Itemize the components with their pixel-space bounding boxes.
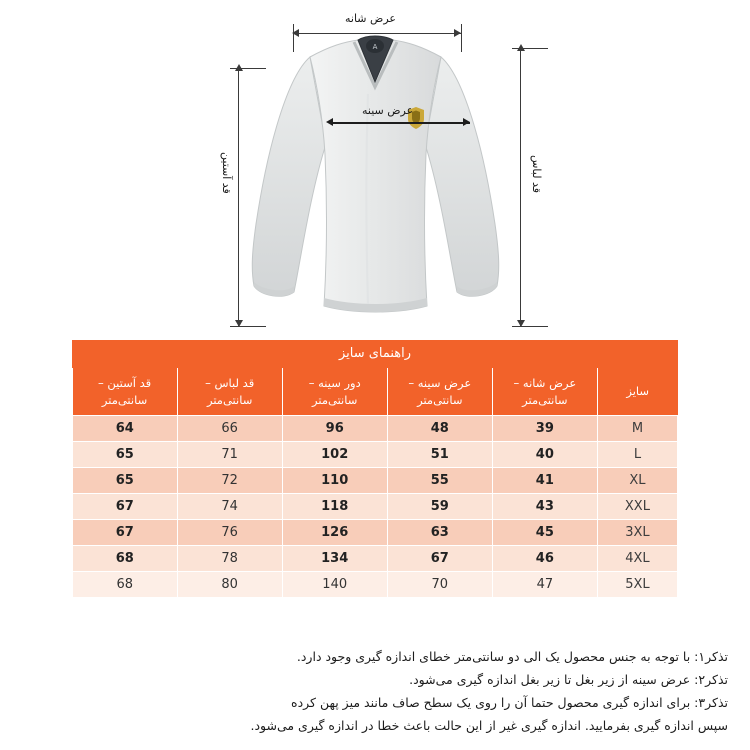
chest-arrow-right bbox=[463, 118, 470, 126]
size-table-area bbox=[72, 340, 678, 598]
cell-size: 5XL bbox=[597, 572, 677, 598]
cell-chest-width: 59 bbox=[387, 494, 492, 520]
sleeve-length-label: قد آستین bbox=[220, 152, 233, 194]
cell-size: XXL bbox=[597, 494, 677, 520]
cell-sleeve: 67 bbox=[73, 494, 178, 520]
sweater-image bbox=[248, 24, 503, 324]
measurement-notes bbox=[0, 645, 750, 738]
table-row bbox=[73, 468, 678, 494]
cell-chest-width: 63 bbox=[387, 520, 492, 546]
note-4: سپس اندازه گیری بفرمایید. اندازه گیری غیر از این حالت باعث خطا در اندازه گیری می‌شود. bbox=[250, 718, 728, 734]
table-row bbox=[73, 546, 678, 572]
cell-shoulder: 41 bbox=[492, 468, 597, 494]
shoulder-tick-right bbox=[461, 24, 462, 52]
cell-chest-round: 118 bbox=[282, 494, 387, 520]
chest-arrow-left bbox=[326, 118, 333, 126]
note-3: تذکر۳: برای اندازه گیری محصول حتما آن را روی یک سطح صاف مانند میز پهن کرده bbox=[291, 695, 728, 711]
cell-sleeve: 65 bbox=[73, 442, 178, 468]
cell-size: XL bbox=[597, 468, 677, 494]
cell-length: 80 bbox=[177, 572, 282, 598]
note-1: تذکر۱: با توجه به جنس محصول یک الی دو سانتی‌متر خطای اندازه گیری وجود دارد. bbox=[296, 649, 728, 664]
cell-size: L bbox=[597, 442, 677, 468]
shoulder-measure-line bbox=[293, 33, 461, 34]
cell-length: 74 bbox=[177, 494, 282, 520]
length-tick-bottom bbox=[512, 326, 548, 327]
cell-shoulder: 43 bbox=[492, 494, 597, 520]
size-table-title: راهنمای سایز bbox=[72, 340, 678, 368]
sleeve-measure-line bbox=[238, 68, 239, 326]
sleeve-tick-top bbox=[230, 68, 266, 69]
cell-chest-round: 110 bbox=[282, 468, 387, 494]
cell-chest-width: 51 bbox=[387, 442, 492, 468]
table-row bbox=[73, 442, 678, 468]
cell-shoulder: 39 bbox=[492, 416, 597, 442]
cell-chest-round: 96 bbox=[282, 416, 387, 442]
shoulder-arrow-right bbox=[454, 29, 461, 37]
length-tick-top bbox=[512, 48, 548, 49]
cell-length: 78 bbox=[177, 546, 282, 572]
cell-length: 76 bbox=[177, 520, 282, 546]
cell-chest-width: 70 bbox=[387, 572, 492, 598]
header-size: سایز bbox=[597, 368, 677, 416]
cell-sleeve: 68 bbox=[73, 572, 178, 598]
length-measure-line bbox=[520, 48, 521, 326]
cell-chest-round: 102 bbox=[282, 442, 387, 468]
cell-sleeve: 65 bbox=[73, 468, 178, 494]
chest-width-label: عرض سینه bbox=[362, 104, 414, 117]
cell-size: 3XL bbox=[597, 520, 677, 546]
sleeve-tick-bottom bbox=[230, 326, 266, 327]
table-header-row bbox=[73, 368, 678, 416]
cell-length: 66 bbox=[177, 416, 282, 442]
header-sleeve: قد آستین – سانتی‌متر bbox=[73, 368, 178, 416]
product-illustration bbox=[0, 0, 750, 340]
cell-chest-width: 48 bbox=[387, 416, 492, 442]
cell-shoulder: 40 bbox=[492, 442, 597, 468]
header-shoulder: عرض شانه – سانتی‌متر bbox=[492, 368, 597, 416]
sweater-graphic bbox=[248, 24, 503, 324]
note-2: تذکر۲: عرض سینه از زیر بغل تا زیر بغل اندازه گیری می‌شود. bbox=[409, 672, 728, 688]
size-table bbox=[72, 368, 678, 598]
cell-shoulder: 45 bbox=[492, 520, 597, 546]
header-chest-round: دور سینه – سانتی‌متر bbox=[282, 368, 387, 416]
cell-chest-width: 67 bbox=[387, 546, 492, 572]
cell-chest-width: 55 bbox=[387, 468, 492, 494]
cell-length: 71 bbox=[177, 442, 282, 468]
cell-chest-round: 140 bbox=[282, 572, 387, 598]
cell-size: 4XL bbox=[597, 546, 677, 572]
cell-sleeve: 68 bbox=[73, 546, 178, 572]
table-row bbox=[73, 494, 678, 520]
cell-size: M bbox=[597, 416, 677, 442]
cell-chest-round: 126 bbox=[282, 520, 387, 546]
cell-sleeve: 67 bbox=[73, 520, 178, 546]
chest-measure-line bbox=[330, 122, 470, 124]
cell-chest-round: 134 bbox=[282, 546, 387, 572]
cell-length: 72 bbox=[177, 468, 282, 494]
cell-sleeve: 64 bbox=[73, 416, 178, 442]
header-length: قد لباس – سانتی‌متر bbox=[177, 368, 282, 416]
table-row bbox=[73, 520, 678, 546]
cell-shoulder: 47 bbox=[492, 572, 597, 598]
shoulder-tick-left bbox=[293, 24, 294, 52]
table-row bbox=[73, 416, 678, 442]
table-row bbox=[73, 572, 678, 598]
svg-text:A: A bbox=[372, 43, 378, 51]
shoulder-width-label: عرض شانه bbox=[345, 12, 396, 25]
garment-length-label: قد لباس bbox=[530, 155, 543, 193]
header-chest-width: عرض سینه – سانتی‌متر bbox=[387, 368, 492, 416]
cell-shoulder: 46 bbox=[492, 546, 597, 572]
